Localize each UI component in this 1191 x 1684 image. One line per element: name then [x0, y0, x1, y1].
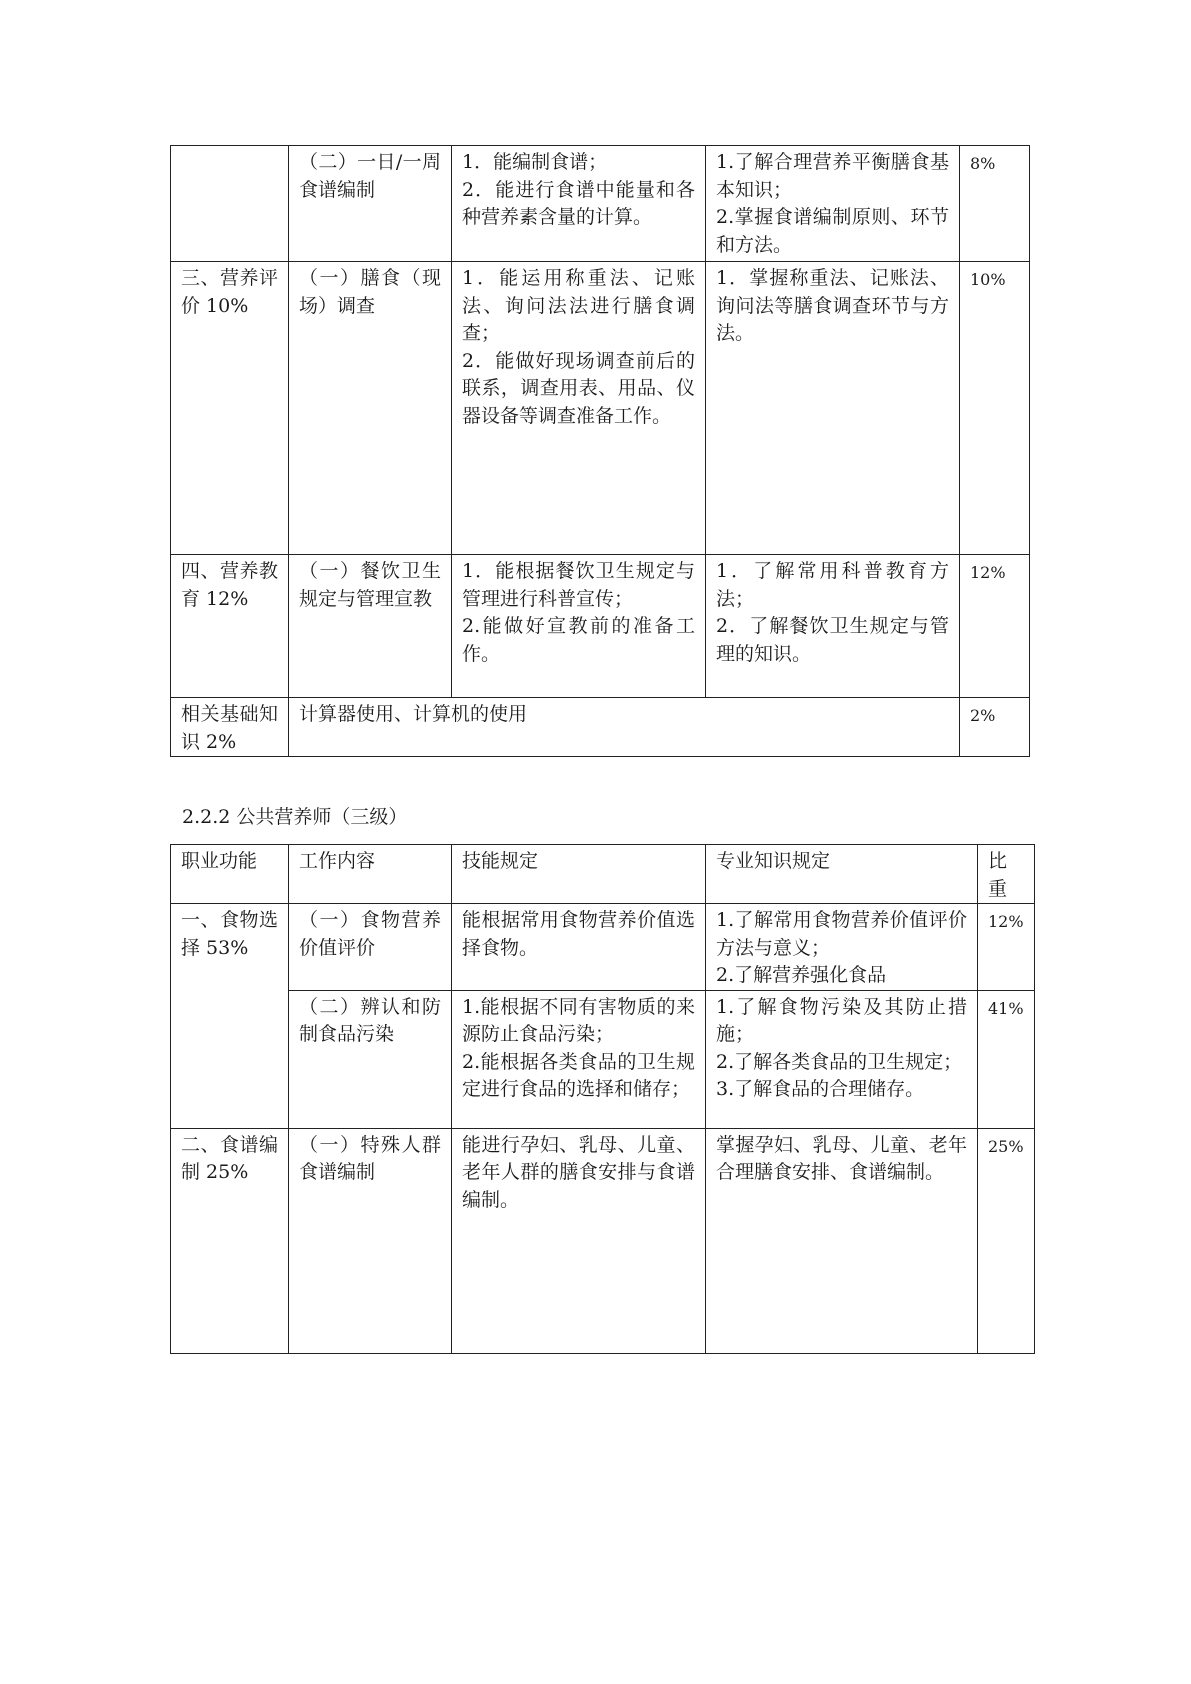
skill-item: 2.能根据各类食品的卫生规定进行食品的选择和储存； [462, 1050, 695, 1100]
skills-cell [452, 904, 706, 991]
skill-item: 能进行孕妇、乳母、儿童、老年人群的膳食安排与食谱编制。 [462, 1133, 695, 1211]
knowledge-cell [706, 555, 960, 698]
knowledge-item: 掌握孕妇、乳母、儿童、老年合理膳食安排、食谱编制。 [716, 1133, 967, 1183]
skills-cell [452, 262, 706, 555]
knowledge-item: 2.掌握食谱编制原则、环节和方法。 [716, 206, 949, 256]
skills-table-level3 [170, 844, 1035, 1354]
knowledge-item: 1．掌握称重法、记账法、询问法等膳食调查环节与方法。 [716, 267, 949, 344]
table-row [171, 1128, 1035, 1353]
knowledge-item: 1.了解常用食物营养价值评价方法与意义； [716, 909, 967, 959]
skill-item: 2．能做好现场调查前后的联系，调查用表、用品、仪器设备等调查准备工作。 [462, 349, 695, 427]
knowledge-cell [706, 1128, 978, 1353]
knowledge-item: 2.了解营养强化食品 [716, 964, 887, 986]
function-cell: 一、食物选择 53% [171, 904, 289, 1129]
table-row [171, 262, 1030, 555]
weight-cell: 12% [978, 904, 1035, 991]
foundation-text-cell: 计算器使用、计算机的使用 [289, 698, 960, 757]
skills-table-level4 [170, 145, 1030, 757]
table-row [171, 698, 1030, 757]
header-skills: 技能规定 [452, 845, 706, 904]
table-header-row [171, 845, 1035, 904]
skills-cell [452, 146, 706, 262]
content-cell: （一）餐饮卫生规定与管理宣教 [289, 555, 452, 698]
weight-cell: 8% [960, 146, 1030, 262]
skill-item: 2．能进行食谱中能量和各种营养素含量的计算。 [462, 178, 695, 228]
weight-cell: 10% [960, 262, 1030, 555]
skills-cell [452, 990, 706, 1128]
knowledge-item: 1.了解合理营养平衡膳食基本知识； [716, 151, 949, 201]
knowledge-cell [706, 146, 960, 262]
skill-item: 能根据常用食物营养价值选择食物。 [462, 909, 695, 959]
skill-item: 1．能编制食谱； [462, 151, 608, 173]
header-knowledge: 专业知识规定 [706, 845, 978, 904]
content-cell: （一）特殊人群食谱编制 [289, 1128, 452, 1353]
weight-cell: 2% [960, 698, 1030, 757]
skill-item: 1.能根据不同有害物质的来源防止食品污染； [462, 995, 695, 1045]
content-cell: （二）一日/一周食谱编制 [289, 146, 452, 262]
table-row [171, 990, 1035, 1128]
skills-cell [452, 555, 706, 698]
function-cell: 三、营养评价 10% [171, 262, 289, 555]
skills-cell [452, 1128, 706, 1353]
content-cell: （一）膳食（现场）调查 [289, 262, 452, 555]
weight-cell: 41% [978, 990, 1035, 1128]
knowledge-item: 3.了解食品的合理储存。 [716, 1078, 925, 1100]
table-row [171, 555, 1030, 698]
table-row [171, 904, 1035, 991]
weight-cell: 12% [960, 555, 1030, 698]
function-cell: 四、营养教育 12% [171, 555, 289, 698]
knowledge-cell [706, 904, 978, 991]
section-heading: 2.2.2 公共营养师（三级） [182, 806, 408, 828]
function-cell: 相关基础知识 2% [171, 698, 289, 757]
header-content: 工作内容 [289, 845, 452, 904]
knowledge-item: 1.了解食物污染及其防止措施； [716, 995, 967, 1045]
skill-item: 1．能根据餐饮卫生规定与管理进行科普宣传； [462, 560, 695, 610]
knowledge-item: 2.了解各类食品的卫生规定； [716, 1050, 963, 1073]
knowledge-cell [706, 262, 960, 555]
function-cell [171, 146, 289, 262]
knowledge-item: 2．了解餐饮卫生规定与管理的知识。 [716, 615, 949, 665]
knowledge-item: 1．了解常用科普教育方法； [716, 560, 949, 610]
weight-cell: 25% [978, 1128, 1035, 1353]
header-weight: 比重 [978, 845, 1035, 904]
knowledge-cell [706, 990, 978, 1128]
skill-item: 2.能做好宣教前的准备工作。 [462, 615, 695, 665]
function-cell: 二、食谱编制 25% [171, 1128, 289, 1353]
content-cell: （二）辨认和防制食品污染 [289, 990, 452, 1128]
content-cell: （一）食物营养价值评价 [289, 904, 452, 991]
header-function: 职业功能 [171, 845, 289, 904]
table-row [171, 146, 1030, 262]
skill-item: 1．能运用称重法、记账法、询问法法进行膳食调查； [462, 267, 695, 344]
